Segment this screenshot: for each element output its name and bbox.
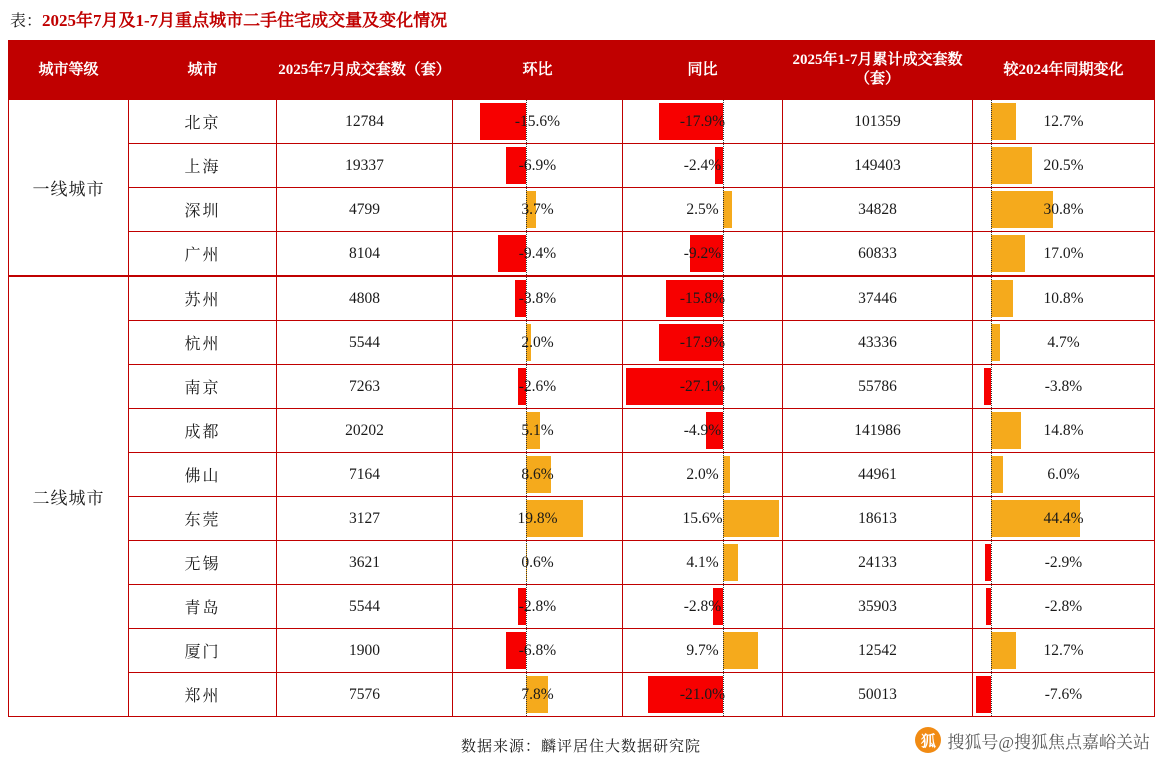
cumulative-change-cell <box>973 585 1155 629</box>
monthly-volume: 5544 <box>277 321 453 365</box>
bar-value-label: -9.2% <box>683 244 722 262</box>
bar-value-label: -2.8% <box>683 597 722 615</box>
cumulative-change-cell <box>973 100 1155 144</box>
city-name: 东莞 <box>129 497 277 541</box>
cumulative-volume: 24133 <box>783 541 973 585</box>
bar-value-label: 0.6% <box>521 553 554 571</box>
cumulative-volume: 44961 <box>783 453 973 497</box>
yoy-change-cell <box>623 409 783 453</box>
column-header-yoy: 同比 <box>623 41 783 100</box>
bar-value-label: -15.6% <box>514 112 561 130</box>
source-note: 数据来源：麟评居住大数据研究院 <box>460 739 701 755</box>
title-prefix: 表： <box>10 13 43 30</box>
cumulative-change-cell <box>973 629 1155 673</box>
cumulative-change-cell <box>973 188 1155 232</box>
city-name: 无锡 <box>129 541 277 585</box>
column-header-city: 城市 <box>129 41 277 100</box>
table-body <box>9 100 1155 717</box>
column-header-cum-change: 较2024年同期变化 <box>973 41 1155 100</box>
bar-value-label: 4.7% <box>1047 333 1080 351</box>
bar-value-label: 15.6% <box>682 509 723 527</box>
bar-value-label: -2.9% <box>1044 553 1083 571</box>
cumulative-change-cell <box>973 409 1155 453</box>
city-name: 深圳 <box>129 188 277 232</box>
cumulative-volume: 149403 <box>783 144 973 188</box>
bar-value-label: 6.0% <box>1047 465 1080 483</box>
cumulative-volume: 12542 <box>783 629 973 673</box>
table-row <box>9 232 1155 277</box>
cumulative-volume: 43336 <box>783 321 973 365</box>
mom-change-cell <box>453 409 623 453</box>
monthly-volume: 12784 <box>277 100 453 144</box>
mom-change-cell <box>453 188 623 232</box>
city-name: 厦门 <box>129 629 277 673</box>
bar-value-label: -27.1% <box>679 377 726 395</box>
monthly-volume: 5544 <box>277 585 453 629</box>
bar-value-label: 2.0% <box>686 465 719 483</box>
monthly-volume: 7164 <box>277 453 453 497</box>
cumulative-volume: 37446 <box>783 276 973 321</box>
monthly-volume: 1900 <box>277 629 453 673</box>
city-name: 成都 <box>129 409 277 453</box>
cumulative-change-cell <box>973 541 1155 585</box>
bar-value-label: 20.5% <box>1043 156 1084 174</box>
cumulative-change-cell <box>973 232 1155 277</box>
bar-value-label: 3.7% <box>521 200 554 218</box>
table-row <box>9 541 1155 585</box>
cumulative-change-cell <box>973 365 1155 409</box>
bar-value-label: 8.6% <box>521 465 554 483</box>
monthly-volume: 3621 <box>277 541 453 585</box>
bar-value-label: -2.4% <box>683 156 722 174</box>
bar-value-label: -9.4% <box>518 244 557 262</box>
table-row <box>9 321 1155 365</box>
cumulative-volume: 141986 <box>783 409 973 453</box>
bar-value-label: -2.8% <box>518 597 557 615</box>
yoy-change-cell <box>623 144 783 188</box>
mom-change-cell <box>453 497 623 541</box>
yoy-change-cell <box>623 232 783 277</box>
monthly-volume: 7263 <box>277 365 453 409</box>
cumulative-change-cell <box>973 276 1155 321</box>
bar-value-label: -7.6% <box>1044 685 1083 703</box>
mom-change-cell <box>453 100 623 144</box>
cumulative-volume: 34828 <box>783 188 973 232</box>
yoy-change-cell <box>623 188 783 232</box>
city-name: 南京 <box>129 365 277 409</box>
cumulative-volume: 55786 <box>783 365 973 409</box>
bar-value-label: 5.1% <box>521 421 554 439</box>
column-header-volume: 2025年7月成交套数（套） <box>277 41 453 100</box>
table-row <box>9 276 1155 321</box>
table-row <box>9 453 1155 497</box>
yoy-change-cell <box>623 276 783 321</box>
cumulative-change-cell <box>973 321 1155 365</box>
tier-label: 一线城市 <box>9 100 129 277</box>
table-row <box>9 188 1155 232</box>
bar-value-label: 2.5% <box>686 200 719 218</box>
city-name: 青岛 <box>129 585 277 629</box>
table-row <box>9 365 1155 409</box>
page-title <box>0 0 1162 38</box>
monthly-volume: 8104 <box>277 232 453 277</box>
mom-change-cell <box>453 365 623 409</box>
city-name: 佛山 <box>129 453 277 497</box>
city-name: 杭州 <box>129 321 277 365</box>
title-text: 2025年7月及1-7月重点城市二手住宅成交量及变化情况 <box>42 11 448 30</box>
yoy-change-cell <box>623 453 783 497</box>
bar-value-label: -2.8% <box>1044 597 1083 615</box>
yoy-change-cell <box>623 673 783 717</box>
bar-value-label: -6.9% <box>518 156 557 174</box>
watermark-text: 搜狐号@搜狐焦点嘉峪关站 <box>947 732 1150 752</box>
mom-change-cell <box>453 321 623 365</box>
city-name: 广州 <box>129 232 277 277</box>
mom-change-cell <box>453 453 623 497</box>
cumulative-change-cell <box>973 497 1155 541</box>
yoy-change-cell <box>623 100 783 144</box>
bar-value-label: 9.7% <box>686 641 719 659</box>
cumulative-change-cell <box>973 144 1155 188</box>
table-header <box>9 41 1155 100</box>
cumulative-change-cell <box>973 673 1155 717</box>
mom-change-cell <box>453 232 623 277</box>
table-row <box>9 497 1155 541</box>
mom-change-cell <box>453 144 623 188</box>
city-name: 北京 <box>129 100 277 144</box>
monthly-volume: 19337 <box>277 144 453 188</box>
cumulative-volume: 18613 <box>783 497 973 541</box>
column-header-mom: 环比 <box>453 41 623 100</box>
mom-change-cell <box>453 541 623 585</box>
bar-value-label: 19.8% <box>517 509 558 527</box>
sohu-logo-icon: 狐 <box>915 727 941 753</box>
cumulative-volume: 101359 <box>783 100 973 144</box>
table-row <box>9 673 1155 717</box>
bar-value-label: 17.0% <box>1043 244 1084 262</box>
city-name: 郑州 <box>129 673 277 717</box>
bar-value-label: 14.8% <box>1043 421 1084 439</box>
data-table <box>8 40 1155 717</box>
tier-label: 二线城市 <box>9 276 129 717</box>
bar-value-label: 4.1% <box>686 553 719 571</box>
cumulative-volume: 60833 <box>783 232 973 277</box>
data-table-container <box>8 40 1154 717</box>
table-header-row <box>9 41 1155 100</box>
bar-value-label: -3.8% <box>518 289 557 307</box>
monthly-volume: 4808 <box>277 276 453 321</box>
bar-value-label: 12.7% <box>1043 641 1084 659</box>
table-row <box>9 409 1155 453</box>
mom-change-cell <box>453 629 623 673</box>
mom-change-cell <box>453 673 623 717</box>
bar-value-label: -17.9% <box>679 333 726 351</box>
table-row <box>9 144 1155 188</box>
bar-value-label: 44.4% <box>1043 509 1084 527</box>
mom-change-cell <box>453 585 623 629</box>
bar-value-label: -2.6% <box>518 377 557 395</box>
yoy-change-cell <box>623 365 783 409</box>
yoy-change-cell <box>623 541 783 585</box>
monthly-volume: 3127 <box>277 497 453 541</box>
watermark <box>915 727 1150 753</box>
bar-value-label: -21.0% <box>679 685 726 703</box>
city-name: 上海 <box>129 144 277 188</box>
bar-value-label: -15.8% <box>679 289 726 307</box>
bar-value-label: 12.7% <box>1043 112 1084 130</box>
bar-value-label: -3.8% <box>1044 377 1083 395</box>
table-row <box>9 629 1155 673</box>
monthly-volume: 7576 <box>277 673 453 717</box>
bar-value-label: -4.9% <box>683 421 722 439</box>
bar-value-label: 10.8% <box>1043 289 1084 307</box>
cumulative-change-cell <box>973 453 1155 497</box>
bar-value-label: -6.8% <box>518 641 557 659</box>
city-name: 苏州 <box>129 276 277 321</box>
bar-value-label: -17.9% <box>679 112 726 130</box>
table-row <box>9 585 1155 629</box>
yoy-change-cell <box>623 321 783 365</box>
bar-value-label: 7.8% <box>521 685 554 703</box>
monthly-volume: 20202 <box>277 409 453 453</box>
table-row <box>9 100 1155 144</box>
yoy-change-cell <box>623 629 783 673</box>
yoy-change-cell <box>623 585 783 629</box>
cumulative-volume: 50013 <box>783 673 973 717</box>
mom-change-cell <box>453 276 623 321</box>
bar-value-label: 2.0% <box>521 333 554 351</box>
monthly-volume: 4799 <box>277 188 453 232</box>
bar-value-label: 30.8% <box>1043 200 1084 218</box>
column-header-cumulative: 2025年1-7月累计成交套数（套） <box>783 41 973 100</box>
yoy-change-cell <box>623 497 783 541</box>
cumulative-volume: 35903 <box>783 585 973 629</box>
column-header-tier: 城市等级 <box>9 41 129 100</box>
